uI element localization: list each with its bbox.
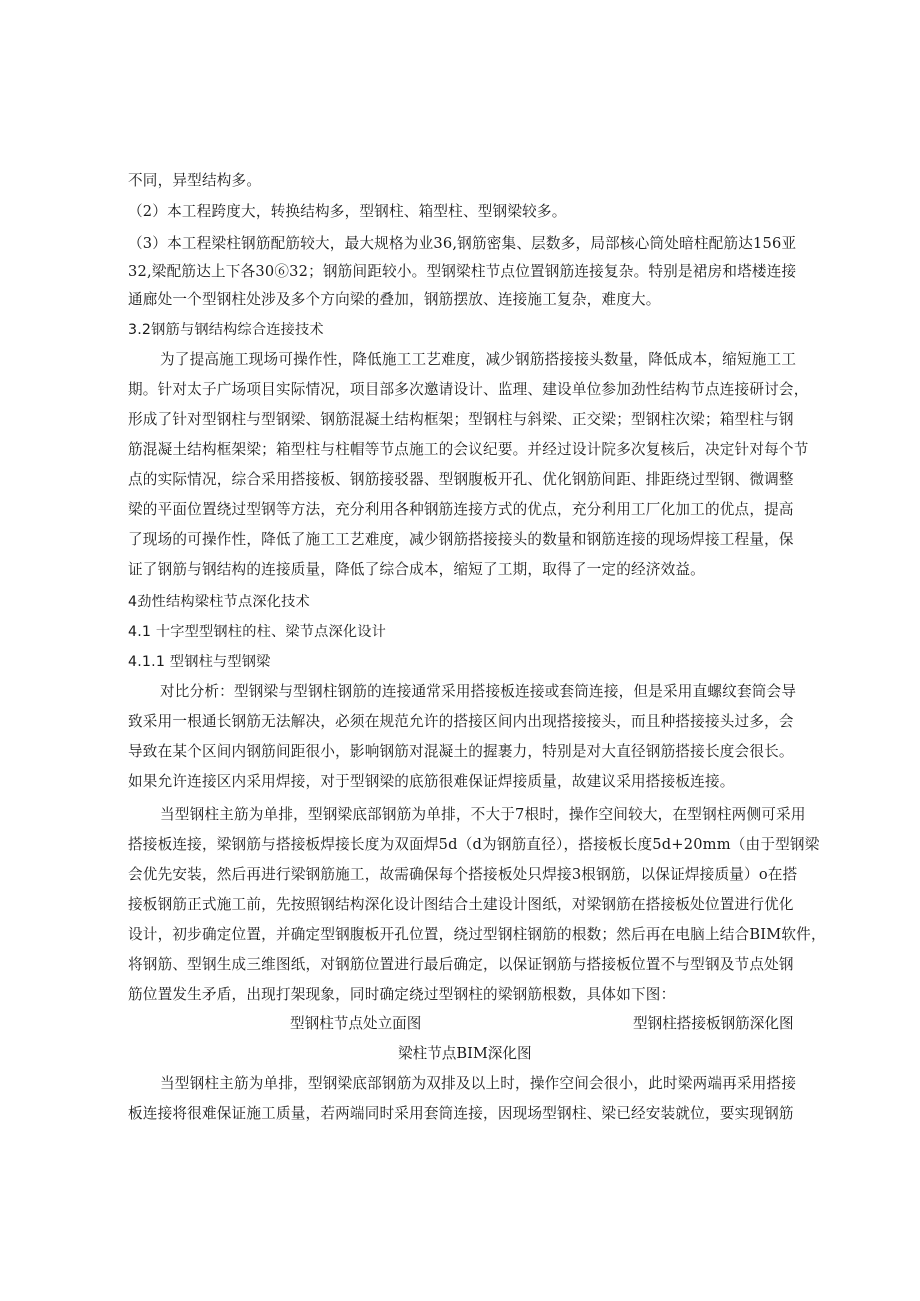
section-4-heading: 4劲性结构梁柱节点深化技术: [128, 594, 310, 610]
intro-item-3-line-1: （3）本工程梁柱钢筋配筋较大，最大规格为业36,钢筋密集、层数多，局部核心筒处暗柱配筋达156亚: [128, 235, 797, 252]
section-4-1-heading: 4.1 十字型型钢柱的柱、梁节点深化设计: [128, 624, 387, 640]
figure-caption-bim: 梁柱节点BIM深化图: [398, 1045, 532, 1062]
section-3-2-para-line: 了现场的可操作性，降低了施工工艺难度，减少钢筋搭接接头的数量和钢筋连接的现场焊接工程量，保: [128, 531, 794, 548]
analysis-para-line: 导致在某个区间内钢筋间距很小，影响钢筋对混凝土的握裹力，特别是对大直径钢筋搭接长度会很长。: [128, 743, 794, 760]
single-row-para-line: 接板钢筋正式施工前，先按照钢结构深化设计图结合土建设计图纸，对梁钢筋在搭接板处位置进行优化: [128, 896, 794, 913]
single-row-para-line: 将钢筋、型钢生成三维图纸，对钢筋位置进行最后确定，以保证钢筋与搭接板位置不与型钢及节点处钢: [128, 956, 794, 973]
section-3-2-para-line: 为了提高施工现场可操作性，降低施工工艺难度，减少钢筋搭接接头数量，降低成本，缩短施工工: [160, 351, 797, 368]
double-row-para-line: 板连接将很难保证施工质量，若两端同时采用套筒连接，因现场型钢柱、梁已经安装就位，要实现钢筋: [128, 1105, 794, 1122]
section-3-2-para-line: 证了钢筋与钢结构的连接质量，降低了综合成本，缩短了工期，取得了一定的经济效益。: [128, 561, 705, 578]
single-row-para-line: 设计，初步确定位置，并确定型钢腹板开孔位置，绕过型钢柱钢筋的根数；然后再在电脑上结合BIM软件，: [128, 926, 826, 943]
analysis-para-line: 致采用一根通长钢筋无法解决，必须在规范允许的搭接区间内出现搭接接头，而且种搭接接头过多，会: [128, 713, 794, 730]
single-row-para-line: 会优先安装，然后再进行梁钢筋施工，故需确保每个搭接板处只焊接3根钢筋，以保证焊接质量）o在搭: [128, 866, 798, 883]
intro-line-1: 不同，异型结构多。: [128, 172, 262, 189]
section-3-2-para-line: 筋混凝土结构框架梁；箱型柱与柱帽等节点施工的会议纪要。并经过设计院多次复核后，决定针对每个节: [128, 441, 809, 458]
section-4-1-1-heading: 4.1.1 型钢柱与型钢梁: [128, 654, 271, 670]
intro-item-3-line-2: 32,梁配筋达上下各30⑥32；钢筋间距较小。型钢梁柱节点位置钢筋连接复杂。特别是裙房和塔楼连接: [128, 263, 797, 280]
single-row-para-line: 搭接板连接，梁钢筋与搭接板焊接长度为双面焊5d（d为钢筋直径），搭接板长度5d+20mm（由于型钢梁: [128, 836, 820, 853]
section-3-2-para-line: 梁的平面位置绕过型钢等方法，充分利用各种钢筋连接方式的优点，充分利用工厂化加工的优点，提高: [128, 501, 794, 518]
intro-item-2: （2）本工程跨度大，转换结构多，型钢柱、箱型柱、型钢梁较多。: [128, 203, 567, 220]
figure-caption-elevation: 型钢柱节点处立面图: [290, 1015, 422, 1032]
single-row-para-line: 当型钢柱主筋为单排，型钢梁底部钢筋为单排，不大于7根时，操作空间较大，在型钢柱两侧可采用: [160, 806, 806, 823]
section-3-2-heading: 3.2钢筋与钢结构综合连接技术: [128, 322, 324, 338]
section-3-2-para-line: 形成了针对型钢柱与型钢梁、钢筋混凝土结构框架；型钢柱与斜梁、正交梁；型钢柱次梁；箱型柱与钢: [128, 411, 794, 428]
intro-item-3-line-3: 通廊处一个型钢柱处涉及多个方向梁的叠加，钢筋摆放、连接施工复杂，难度大。: [128, 291, 661, 308]
double-row-para-line: 当型钢柱主筋为单排，型钢梁底部钢筋为双排及以上时，操作空间会很小，此时梁两端再采用搭接: [160, 1075, 797, 1092]
analysis-para-line: 如果允许连接区内采用焊接，对于型钢梁的底筋很难保证焊接质量，故建议采用搭接板连接。: [128, 773, 735, 790]
analysis-para-line: 对比分析：型钢梁与型钢柱钢筋的连接通常采用搭接板连接或套筒连接，但是采用直螺纹套筒会导: [160, 683, 797, 700]
section-3-2-para-line: 点的实际情况，综合采用搭接板、钢筋接驳器、型钢腹板开孔、优化钢筋间距、排距绕过型钢、微调整: [128, 471, 794, 488]
figure-caption-lap-plate: 型钢柱搭接板钢筋深化图: [633, 1015, 794, 1032]
section-3-2-para-line: 期。针对太子广场项目实际情况，项目部多次邀请设计、监理、建设单位参加劲性结构节点连接研讨会，: [128, 381, 809, 398]
single-row-para-line: 筋位置发生矛盾，出现打架现象，同时确定绕过型钢柱的梁钢筋根数，具体如下图：: [128, 986, 676, 1003]
